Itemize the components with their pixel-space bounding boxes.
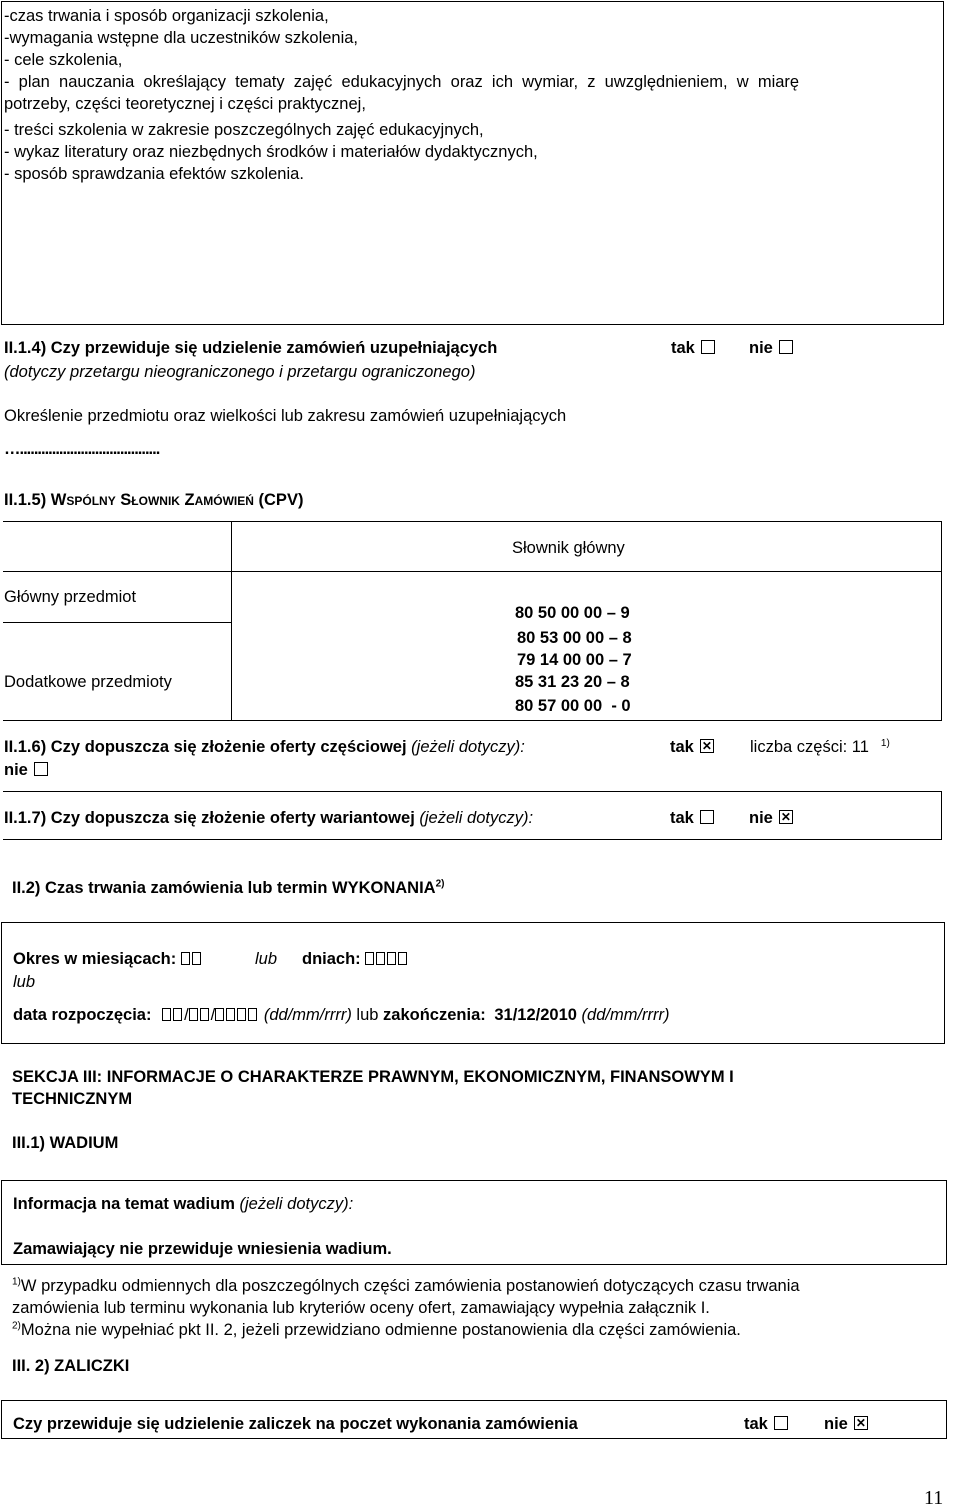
digit-box[interactable]: [387, 952, 396, 965]
end-date-value: 31/12/2010: [494, 1006, 577, 1024]
variant-offer-nie: nie✕: [749, 808, 793, 828]
cpv-code: 79 14 00 00 – 7: [517, 651, 632, 669]
nie-checkbox[interactable]: [779, 340, 793, 354]
wadium-value: Zamawiający nie przewiduje wniesienia wadium.: [13, 1240, 392, 1258]
tak-checkbox[interactable]: [700, 810, 714, 824]
additional-orders-note: (dotyczy przetargu nieograniczonego i przetargu ograniczonego): [4, 363, 476, 381]
footnote-1-cont: zamówienia lub terminu wykonania lub kryteriów oceny ofert, zamawiający wypełnia załącznik I.: [12, 1299, 710, 1317]
wadium-heading: III.1) WADIUM: [12, 1134, 119, 1152]
scope-item: - sposób sprawdzania efektów szkolenia.: [4, 165, 304, 183]
divider: [941, 791, 942, 839]
cpv-additional-subjects-label: Dodatkowe przedmioty: [4, 673, 172, 691]
scope-item: - wykaz literatury oraz niezbędnych środków i materiałów dydaktycznych,: [4, 143, 538, 161]
footnote-2: $^{2)}$Można nie wypełniać pkt II. 2, jeżeli przewidziano odmienne postanowienia dla części zamówienia.: [12, 1320, 741, 1339]
additional-orders-scope-value: ….......................................: [4, 440, 160, 458]
duration-box: [1, 922, 945, 1044]
wadium-info: Informacja na temat wadium (jeżeli dotyczy):: [13, 1195, 354, 1213]
days-field: dniach:: [302, 949, 409, 969]
scope-item: -wymagania wstępne dla uczestników szkolenia,: [4, 29, 359, 47]
or-label: lub: [13, 973, 36, 991]
nie-label: nie: [749, 339, 773, 357]
scope-item: -czas trwania i sposób organizacji szkolenia,: [4, 7, 329, 25]
tak-label: tak: [671, 339, 695, 357]
advances-nie: nie✕: [824, 1414, 868, 1434]
cpv-code: 80 53 00 00 – 8: [517, 629, 632, 647]
cpv-heading: II.1.5) Wspólny Słownik Zamówień (CPV): [4, 491, 304, 509]
divider: [3, 791, 942, 792]
scope-item: potrzeby, części teoretycznej i części praktycznej,: [4, 95, 366, 113]
tak-checkbox[interactable]: [701, 340, 715, 354]
additional-orders-scope-label: Określenie przedmiotu oraz wielkości lub zakresu zamówień uzupełniających: [4, 407, 567, 425]
digit-box[interactable]: [192, 952, 201, 965]
cpv-code: 80 57 00 00 - 0: [515, 697, 631, 715]
digit-box[interactable]: [376, 952, 385, 965]
cpv-code: 85 31 23 20 – 8: [515, 673, 630, 691]
digit-box[interactable]: [365, 952, 374, 965]
additional-orders-tak: [671, 338, 715, 358]
variant-offer-tak: tak: [670, 808, 714, 828]
partial-offer-nie: nie: [4, 760, 48, 780]
nie-checkbox-checked[interactable]: [854, 1416, 868, 1430]
training-scope-box: [1, 1, 944, 325]
partial-offer-parts: liczba części: 11 $^{1)}$: [750, 737, 890, 756]
divider: [3, 839, 942, 840]
advances-question: Czy przewiduje się udzielenie zaliczek na poczet wykonania zamówienia: [13, 1415, 578, 1433]
nie-checkbox[interactable]: [34, 762, 48, 776]
scope-item: - treści szkolenia w zakresie poszczególnych zajęć edukacyjnych,: [4, 121, 484, 139]
tak-checkbox-checked[interactable]: [700, 739, 714, 753]
section-iii-heading-cont: TECHNICZNYM: [12, 1090, 133, 1108]
additional-orders-nie: [749, 338, 793, 358]
or-label: lub: [255, 950, 278, 968]
advances-heading: III. 2) ZALICZKI: [12, 1357, 130, 1375]
page-number: 11: [924, 1487, 944, 1509]
variant-offer-question: II.1.7) Czy dopuszcza się złożenie oferty wariantowej (jeżeli dotyczy):: [4, 809, 534, 827]
footnote-1: $^{1)}$W przypadku odmiennych dla poszczególnych części zamówienia postanowień dotyczących czasu trwania: [12, 1276, 800, 1295]
months-field: Okres w miesiącach:: [13, 949, 203, 969]
nie-checkbox-checked[interactable]: [779, 810, 793, 824]
cpv-main-subject-label: Główny przedmiot: [4, 588, 137, 606]
section-iii-heading: SEKCJA III: INFORMACJE O CHARAKTERZE PRAWNYM, EKONOMICZNYM, FINANSOWYM I: [12, 1068, 734, 1086]
advances-tak: tak: [744, 1414, 788, 1434]
duration-heading: II.2) Czas trwania zamówienia lub termin WYKONANIA$^{2)}$: [12, 878, 445, 897]
dates-row: data rozpoczęcia: / / (dd/mm/rrrr) lub zakończenia: 31/12/2010 (dd/mm/rrrr): [13, 1006, 670, 1024]
scope-item: - cele szkolenia,: [4, 51, 123, 69]
cpv-main-dictionary-header: Słownik główny: [512, 539, 625, 557]
partial-offer-tak: tak✕: [670, 737, 714, 757]
cpv-code: 80 50 00 00 – 9: [515, 604, 630, 622]
additional-orders-question: II.1.4) Czy przewiduje się udzielenie zamówień uzupełniających: [4, 339, 498, 357]
digit-box[interactable]: [398, 952, 407, 965]
scope-item: - plan nauczania określający tematy zajęć edukacyjnych oraz ich wymiar, z uwzględnieniem, w miarę: [4, 73, 800, 91]
digit-box[interactable]: [181, 952, 190, 965]
tak-checkbox[interactable]: [774, 1416, 788, 1430]
start-date-boxes[interactable]: / /: [162, 1006, 259, 1024]
partial-offer-question: II.1.6) Czy dopuszcza się złożenie oferty częściowej (jeżeli dotyczy):: [4, 738, 525, 756]
